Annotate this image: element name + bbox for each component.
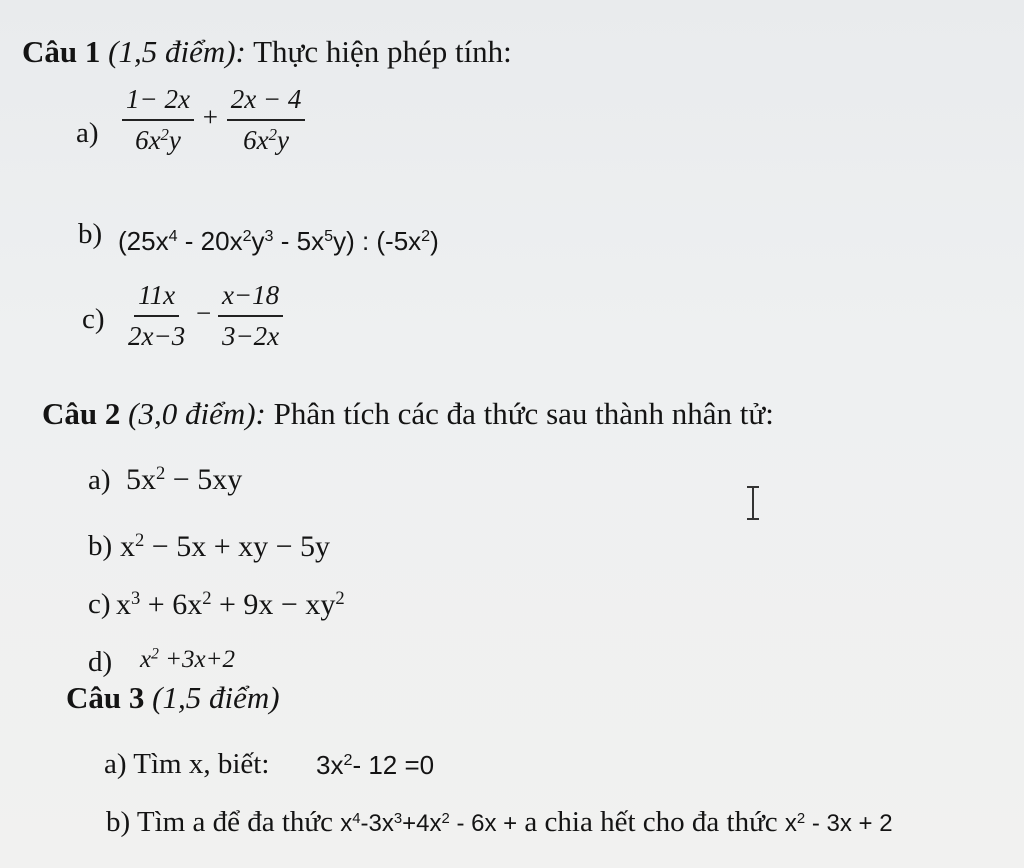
q1-a-label: a) xyxy=(76,117,99,149)
expr-part: x xyxy=(140,646,152,673)
q2-a-label: a) xyxy=(88,464,111,496)
q1-a-plus: + xyxy=(202,102,218,133)
q1-b-expression xyxy=(118,226,439,257)
expr-exp: 2 xyxy=(151,645,159,663)
q3-a-text: Tìm x, biết: xyxy=(133,748,270,780)
expr-part: - 3x + 2 xyxy=(805,810,893,837)
q1-c-fraction-1 xyxy=(124,280,189,352)
q3-b-polynomial-2 xyxy=(785,810,893,837)
q3-b-text-1: Tìm a để đa thức xyxy=(136,806,333,838)
q1-title xyxy=(22,34,512,70)
expr-exp: 2 xyxy=(796,810,806,827)
q3-b-row xyxy=(106,806,893,839)
den-y: y xyxy=(277,125,289,155)
expr-part: x xyxy=(116,588,131,621)
q3-a-row xyxy=(104,748,269,781)
expr-part: +4x xyxy=(402,810,442,837)
expr-exp: 2 xyxy=(156,462,166,484)
q1-a-frac2-numerator: 2x − 4 xyxy=(227,84,306,121)
q3-b-polynomial-1 xyxy=(340,810,517,837)
expr-part: -3x xyxy=(360,810,394,837)
q1-a-fraction-1 xyxy=(122,84,194,156)
q1-a-fraction-2 xyxy=(227,84,306,156)
q3-title xyxy=(66,680,280,716)
expr-part: − 5xy xyxy=(165,463,243,496)
q3-title-points: (1,5 điểm) xyxy=(152,680,280,715)
expr-exp: 2 xyxy=(202,587,212,609)
den-y: y xyxy=(168,125,181,155)
expr-part: x xyxy=(340,810,353,837)
q1-a-frac1-denominator xyxy=(131,121,185,156)
q3-a-label: a) xyxy=(104,748,127,780)
q2-d-expression xyxy=(140,646,235,674)
expr-part: 3x xyxy=(316,750,344,780)
expr-part: - 6x + xyxy=(449,810,518,837)
q2-b-expression xyxy=(120,530,330,564)
expr-part: +3x+2 xyxy=(158,646,235,673)
q3-title-number: Câu 3 xyxy=(66,680,145,715)
expr-part: + 6x xyxy=(140,588,203,621)
q1-c-minus: − xyxy=(195,298,212,329)
q1-c-label: c) xyxy=(82,303,105,335)
q3-a-expression xyxy=(316,750,434,781)
expr-part: 5x xyxy=(126,463,156,496)
q1-title-text: Thực hiện phép tính: xyxy=(253,34,512,69)
expr-part: + 9x − xy xyxy=(211,588,336,621)
q2-c-label: c) xyxy=(88,588,111,620)
q1-c-fraction-2 xyxy=(218,280,283,352)
q1-a-frac2-denominator xyxy=(239,121,293,156)
den-coef: 6x xyxy=(135,125,161,155)
q3-b-label: b) xyxy=(106,806,131,838)
expr-exp: 2 xyxy=(441,810,450,827)
q2-a-expression xyxy=(126,463,242,497)
q1-title-points: (1,5 điểm): xyxy=(108,34,246,69)
q2-d-label: d) xyxy=(88,646,113,678)
den-exp: 2 xyxy=(268,124,277,144)
expr-part: - 12 =0 xyxy=(352,750,435,780)
q3-b-text-2: a chia hết cho đa thức xyxy=(524,806,778,838)
expr-exp: 3 xyxy=(393,810,403,827)
expr-exp: 2 xyxy=(421,227,431,246)
expr-exp: 5 xyxy=(324,227,334,246)
q1-c-frac2-denominator: 3−2x xyxy=(221,321,280,351)
expr-exp: 3 xyxy=(264,227,274,246)
q2-title-text: Phân tích các đa thức sau thành nhân tử: xyxy=(273,396,774,431)
q2-b-label: b) xyxy=(88,530,113,562)
q1-b-label: b) xyxy=(78,218,103,250)
expr-exp: 2 xyxy=(135,529,145,551)
q1-c-frac1-denominator: 2x−3 xyxy=(128,321,186,351)
expr-part: (25x xyxy=(118,226,169,256)
expr-exp: 3 xyxy=(131,587,141,609)
expr-exp: 2 xyxy=(343,751,353,770)
q1-a-frac1-numerator: 1− 2x xyxy=(122,84,194,121)
text-cursor-icon xyxy=(746,486,760,520)
expr-part: x xyxy=(120,530,135,563)
den-coef: 6x xyxy=(243,125,269,155)
expr-exp: 4 xyxy=(168,227,178,246)
expr-part: y xyxy=(251,226,265,256)
expr-exp: 4 xyxy=(352,810,361,827)
q1-c-frac1-numerator: 11x xyxy=(134,280,179,317)
expr-part: y) : (-5x xyxy=(333,226,422,256)
expr-part: − 5x + xy − 5y xyxy=(144,530,331,563)
expr-part: - 20x xyxy=(177,226,243,256)
q2-title-points: (3,0 điểm): xyxy=(128,396,266,431)
expr-exp: 2 xyxy=(242,227,252,246)
q2-title xyxy=(42,396,774,432)
den-exp: 2 xyxy=(160,124,169,144)
q2-title-number: Câu 2 xyxy=(42,396,121,431)
expr-part: x xyxy=(784,810,797,837)
expr-exp: 2 xyxy=(335,587,345,609)
expr-part: - 5x xyxy=(273,226,325,256)
q1-a-expression xyxy=(122,84,305,156)
q1-c-frac2-numerator: x−18 xyxy=(218,280,283,317)
q1-title-number: Câu 1 xyxy=(22,34,101,69)
q1-c-expression xyxy=(124,280,283,352)
expr-part: ) xyxy=(430,226,439,256)
q2-c-expression xyxy=(116,588,345,622)
